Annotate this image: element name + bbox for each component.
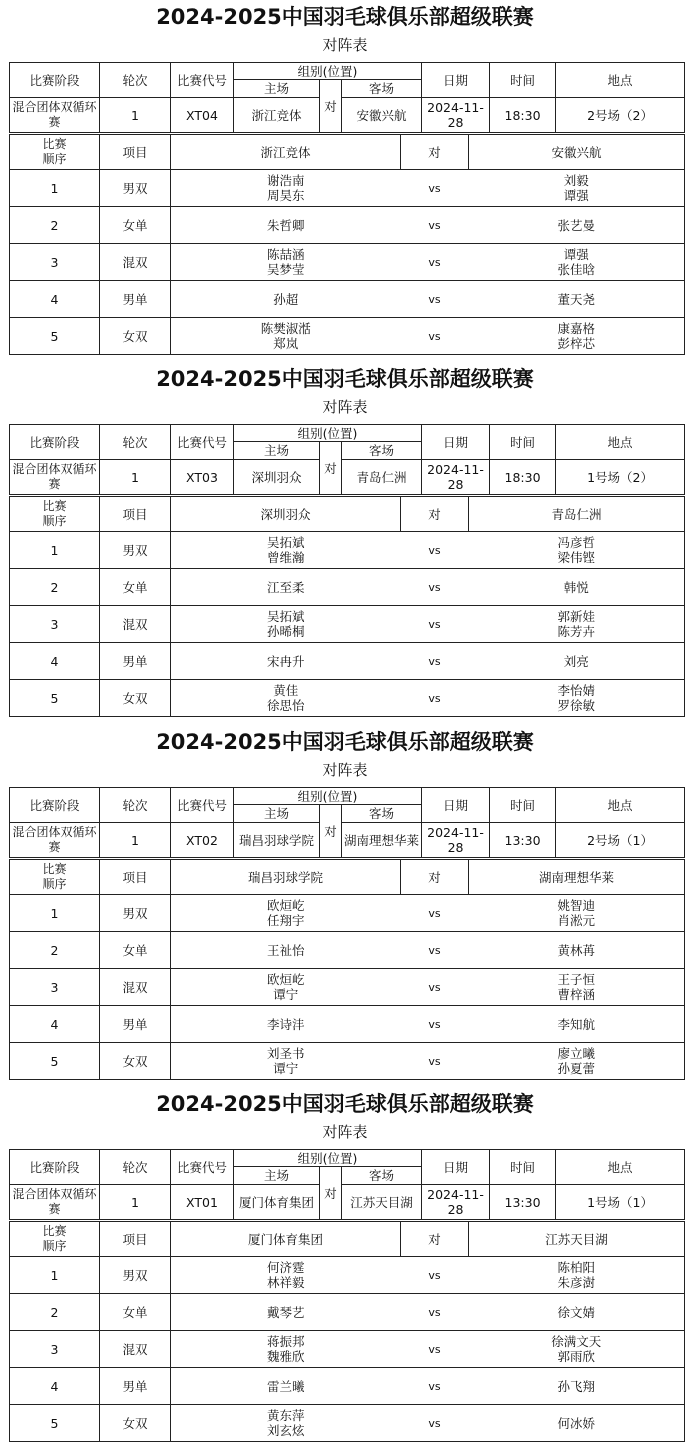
match-row [10,1331,685,1368]
header-round: 轮次 [100,63,171,98]
vs-label: vs [401,606,469,643]
league-title: 2024-2025中国羽毛球俱乐部超级联赛 [156,1092,534,1116]
player-name: 朱彦澍 [557,1275,595,1290]
player-name: 蒋振邦 [266,1334,305,1349]
time-cell: 18:30 [490,98,556,133]
player-name: 刘亮 [563,653,589,669]
player-name: 曾维瀚 [266,550,305,565]
player-name: 王祉怡 [266,942,305,958]
match-row [10,1368,685,1405]
player-name: 黄佳 [273,683,299,698]
away-players [469,969,685,1006]
venue-cell: 1号场（2） [556,460,685,495]
code-cell: XT02 [171,823,234,858]
match-row [10,1294,685,1331]
away-players [469,895,685,932]
vs-label: vs [401,969,469,1006]
header-code: 比赛代号 [171,788,234,823]
header-venue: 地点 [556,63,685,98]
match-row [10,1405,685,1442]
vs-label: vs [401,1257,469,1294]
player-name: 郑岚 [273,336,299,351]
vs-label: vs [401,1043,469,1080]
matchup-dui: 对 [401,860,469,895]
away-team-cell: 青岛仁洲 [342,460,422,495]
matchup-home-team: 深圳羽众 [171,497,401,532]
match-event: 混双 [100,244,171,281]
match-event: 男双 [100,1257,171,1294]
home-players [171,1257,401,1294]
player-name: 廖立曦 [557,1046,595,1061]
header-dui: 对 [320,805,342,858]
header-group: 组别(位置) [234,1150,422,1167]
away-players [469,680,685,717]
match-row [10,680,685,717]
player-name: 姚智迪 [557,898,595,913]
time-cell: 18:30 [490,460,556,495]
player-name: 董天尧 [557,291,595,307]
header-code: 比赛代号 [171,1150,234,1185]
player-name: 吴拓斌 [266,609,305,624]
vs-label: vs [401,680,469,717]
away-players [469,1257,685,1294]
code-cell: XT04 [171,98,234,133]
player-name: 李诗沣 [266,1016,305,1032]
matchup-away-team: 安徽兴航 [469,135,685,170]
home-players [171,1006,401,1043]
player-name: 李知航 [557,1016,595,1032]
header-date: 日期 [422,63,490,98]
player-name: 郭雨欣 [557,1349,595,1364]
player-name: 何冰娇 [557,1415,595,1431]
player-name: 谭强 [563,247,589,262]
player-name: 张艺曼 [557,217,595,233]
match-order: 1 [10,532,100,569]
match-event: 男双 [100,532,171,569]
stage-cell: 混合团体双循环 赛 [10,823,100,858]
round-cell: 1 [100,460,171,495]
header-home: 主场 [234,1167,320,1185]
away-players [469,1294,685,1331]
home-players [171,281,401,318]
match-row [10,569,685,606]
time-cell: 13:30 [490,1185,556,1220]
header-time: 时间 [490,63,556,98]
home-players [171,680,401,717]
vs-label: vs [401,1405,469,1442]
header-stage: 比赛阶段 [10,1150,100,1185]
away-players [469,281,685,318]
player-name: 欧烜屹 [266,972,305,987]
matchup-away-team: 湖南理想华莱 [469,860,685,895]
match-order: 3 [10,1331,100,1368]
player-name: 徐满文天 [551,1334,602,1349]
player-name: 魏雅欣 [266,1349,305,1364]
home-players [171,532,401,569]
player-name: 林祥毅 [266,1275,305,1290]
header-away: 客场 [342,80,422,98]
header-stage: 比赛阶段 [10,425,100,460]
match-event: 男双 [100,895,171,932]
vs-label: vs [401,281,469,318]
player-name: 孙晞桐 [266,624,305,639]
header-home: 主场 [234,442,320,460]
match-row [10,318,685,355]
date-cell: 2024-11-28 [422,1185,490,1220]
match-order: 1 [10,170,100,207]
match-event: 男单 [100,643,171,680]
player-name: 吴梦莹 [266,262,305,277]
match-event: 女双 [100,1405,171,1442]
header-code: 比赛代号 [171,63,234,98]
player-name: 康嘉格 [557,321,595,336]
match-order: 1 [10,1257,100,1294]
player-name: 王子恒 [557,972,595,987]
header-date: 日期 [422,788,490,823]
match-row [10,1006,685,1043]
matchup-away-team: 青岛仁洲 [469,497,685,532]
stage-cell: 混合团体双循环 赛 [10,1185,100,1220]
player-name: 吴拓斌 [266,535,305,550]
header-dui: 对 [320,80,342,133]
vs-label: vs [401,895,469,932]
match-order: 5 [10,1405,100,1442]
player-name: 朱哲卿 [266,217,305,233]
home-players [171,207,401,244]
match-row [10,606,685,643]
header-order: 比赛 顺序 [10,135,100,170]
match-order: 5 [10,680,100,717]
header-round: 轮次 [100,425,171,460]
stage-cell: 混合团体双循环 赛 [10,460,100,495]
vs-label: vs [401,244,469,281]
player-name: 徐文婧 [557,1304,595,1320]
away-players [469,318,685,355]
home-players [171,895,401,932]
match-event: 混双 [100,606,171,643]
match-event: 混双 [100,1331,171,1368]
fixture-info-table [9,1149,685,1220]
away-players [469,532,685,569]
vs-label: vs [401,569,469,606]
header-group: 组别(位置) [234,63,422,80]
away-team-cell: 江苏天目湖 [342,1185,422,1220]
round-cell: 1 [100,98,171,133]
code-cell: XT01 [171,1185,234,1220]
match-row [10,969,685,1006]
match-event: 男单 [100,281,171,318]
matchup-dui: 对 [401,1222,469,1257]
matchup-table [9,496,685,717]
home-players [171,932,401,969]
fixture-info-table [9,787,685,858]
player-name: 陈柏阳 [557,1260,595,1275]
match-row [10,207,685,244]
match-order: 4 [10,1006,100,1043]
player-name: 孙夏蕾 [557,1061,595,1076]
round-cell: 1 [100,1185,171,1220]
header-group: 组别(位置) [234,425,422,442]
time-cell: 13:30 [490,823,556,858]
vs-label: vs [401,318,469,355]
home-players [171,244,401,281]
home-team-cell: 厦门体育集团 [234,1185,320,1220]
match-event: 女单 [100,932,171,969]
match-order: 2 [10,207,100,244]
player-name: 周昊东 [266,188,305,203]
venue-cell: 2号场（2） [556,98,685,133]
match-order: 4 [10,643,100,680]
vs-label: vs [401,1331,469,1368]
player-name: 欧烜屹 [266,898,305,913]
player-name: 江至柔 [266,579,305,595]
header-event: 项目 [100,497,171,532]
home-players [171,969,401,1006]
match-row [10,643,685,680]
player-name: 黄林苒 [557,942,595,958]
player-name: 曹梓涵 [557,987,595,1002]
match-row [10,1257,685,1294]
match-row [10,1043,685,1080]
player-name: 张佳晗 [557,262,595,277]
player-name: 刘毅 [563,173,589,188]
player-name: 罗徐敏 [557,698,595,713]
player-name: 梁伟铿 [557,550,595,565]
matchup-home-team: 厦门体育集团 [171,1222,401,1257]
home-players [171,1405,401,1442]
match-row [10,170,685,207]
match-row [10,281,685,318]
matchup-home-team: 浙江竞体 [171,135,401,170]
header-dui: 对 [320,1167,342,1220]
match-order: 5 [10,318,100,355]
match-event: 男单 [100,1368,171,1405]
fixture-info-table [9,62,685,133]
away-players [469,207,685,244]
round-cell: 1 [100,823,171,858]
player-name: 黄东萍 [266,1408,305,1423]
vs-label: vs [401,170,469,207]
player-name: 谭宁 [273,987,299,1002]
away-players [469,1331,685,1368]
header-event: 项目 [100,1222,171,1257]
player-name: 谢浩南 [266,173,305,188]
away-players [469,643,685,680]
player-name: 冯彦哲 [557,535,595,550]
match-order: 3 [10,606,100,643]
away-players [469,244,685,281]
player-name: 雷兰曦 [266,1378,305,1394]
date-cell: 2024-11-28 [422,823,490,858]
sheet-subtitle: 对阵表 [322,1123,368,1141]
vs-label: vs [401,932,469,969]
home-players [171,318,401,355]
away-players [469,1043,685,1080]
header-time: 时间 [490,788,556,823]
header-date: 日期 [422,1150,490,1185]
player-name: 谭强 [563,188,589,203]
match-event: 女双 [100,1043,171,1080]
header-event: 项目 [100,860,171,895]
sheet-subtitle: 对阵表 [322,761,368,779]
venue-cell: 2号场（1） [556,823,685,858]
player-name: 谭宁 [273,1061,299,1076]
header-venue: 地点 [556,1150,685,1185]
vs-label: vs [401,207,469,244]
header-home: 主场 [234,80,320,98]
matchup-table [9,859,685,1080]
player-name: 肖淞元 [557,913,595,928]
match-row [10,532,685,569]
header-home: 主场 [234,805,320,823]
match-event: 女单 [100,207,171,244]
home-players [171,1368,401,1405]
header-round: 轮次 [100,1150,171,1185]
match-order: 1 [10,895,100,932]
match-order: 2 [10,1294,100,1331]
player-name: 何济霆 [266,1260,305,1275]
player-name: 韩悦 [563,579,589,595]
player-name: 彭梓芯 [557,336,595,351]
vs-label: vs [401,532,469,569]
home-players [171,1331,401,1368]
header-code: 比赛代号 [171,425,234,460]
player-name: 宋冉升 [266,653,305,669]
header-venue: 地点 [556,425,685,460]
home-team-cell: 瑞昌羽球学院 [234,823,320,858]
away-team-cell: 安徽兴航 [342,98,422,133]
away-players [469,170,685,207]
header-away: 客场 [342,805,422,823]
home-team-cell: 浙江竞体 [234,98,320,133]
home-team-cell: 深圳羽众 [234,460,320,495]
player-name: 戴琴艺 [266,1304,305,1320]
header-venue: 地点 [556,788,685,823]
match-event: 男单 [100,1006,171,1043]
sheet-subtitle: 对阵表 [322,36,368,54]
sheet-subtitle: 对阵表 [322,398,368,416]
header-time: 时间 [490,1150,556,1185]
match-event: 女单 [100,569,171,606]
matchup-table [9,134,685,355]
away-players [469,1006,685,1043]
venue-cell: 1号场（1） [556,1185,685,1220]
header-stage: 比赛阶段 [10,788,100,823]
match-order: 5 [10,1043,100,1080]
home-players [171,1043,401,1080]
match-event: 混双 [100,969,171,1006]
player-name: 任翔宇 [266,913,305,928]
home-players [171,643,401,680]
league-title: 2024-2025中国羽毛球俱乐部超级联赛 [156,730,534,754]
match-order: 3 [10,969,100,1006]
header-away: 客场 [342,1167,422,1185]
header-group: 组别(位置) [234,788,422,805]
header-date: 日期 [422,425,490,460]
match-event: 男双 [100,170,171,207]
match-row [10,932,685,969]
match-event: 女双 [100,318,171,355]
header-round: 轮次 [100,788,171,823]
stage-cell: 混合团体双循环 赛 [10,98,100,133]
match-row [10,244,685,281]
match-order: 2 [10,569,100,606]
matchup-away-team: 江苏天目湖 [469,1222,685,1257]
player-name: 郭新娃 [557,609,595,624]
matchup-table [9,1221,685,1442]
matchup-dui: 对 [401,497,469,532]
home-players [171,1294,401,1331]
match-row [10,895,685,932]
match-order: 3 [10,244,100,281]
player-name: 孙飞翔 [557,1378,595,1394]
player-name: 孙超 [273,291,299,307]
away-players [469,1405,685,1442]
home-players [171,170,401,207]
code-cell: XT03 [171,460,234,495]
player-name: 刘圣书 [266,1046,305,1061]
header-order: 比赛 顺序 [10,497,100,532]
player-name: 徐思怡 [266,698,305,713]
player-name: 刘玄炫 [266,1423,305,1438]
header-order: 比赛 顺序 [10,860,100,895]
match-order: 4 [10,281,100,318]
date-cell: 2024-11-28 [422,460,490,495]
away-players [469,932,685,969]
header-event: 项目 [100,135,171,170]
matchup-home-team: 瑞昌羽球学院 [171,860,401,895]
match-event: 女单 [100,1294,171,1331]
header-away: 客场 [342,442,422,460]
vs-label: vs [401,643,469,680]
fixture-info-table [9,424,685,495]
away-players [469,1368,685,1405]
player-name: 陈芳卉 [557,624,595,639]
match-order: 4 [10,1368,100,1405]
away-players [469,606,685,643]
player-name: 陈樊淑湉 [260,321,311,336]
vs-label: vs [401,1006,469,1043]
header-stage: 比赛阶段 [10,63,100,98]
header-order: 比赛 顺序 [10,1222,100,1257]
date-cell: 2024-11-28 [422,98,490,133]
away-players [469,569,685,606]
vs-label: vs [401,1294,469,1331]
league-title: 2024-2025中国羽毛球俱乐部超级联赛 [156,5,534,29]
match-order: 2 [10,932,100,969]
header-time: 时间 [490,425,556,460]
player-name: 李怡婧 [557,683,595,698]
player-name: 陈喆涵 [266,247,305,262]
league-title: 2024-2025中国羽毛球俱乐部超级联赛 [156,367,534,391]
home-players [171,606,401,643]
home-players [171,569,401,606]
matchup-dui: 对 [401,135,469,170]
away-team-cell: 湖南理想华莱 [342,823,422,858]
match-event: 女双 [100,680,171,717]
header-dui: 对 [320,442,342,495]
vs-label: vs [401,1368,469,1405]
